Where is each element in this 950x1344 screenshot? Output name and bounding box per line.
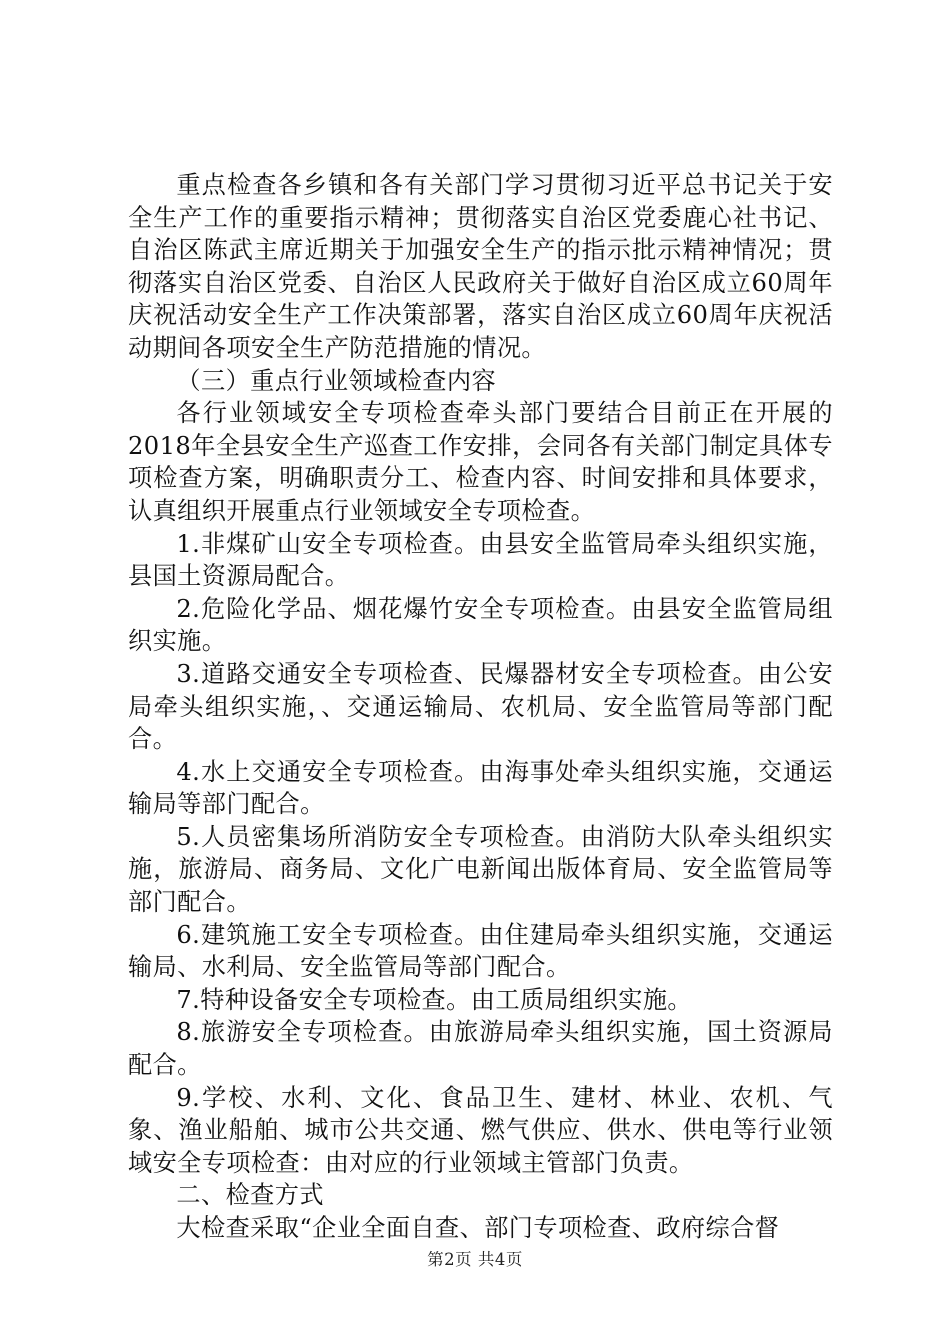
list-item-6: 6.建筑施工安全专项检查。由住建局牵头组织实施，交通运输局、水利局、安全监管局等部门配合。: [128, 920, 833, 982]
list-item-8: 8.旅游安全专项检查。由旅游局牵头组织实施，国土资源局配合。: [128, 1018, 833, 1080]
list-item-1: 1.非煤矿山安全专项检查。由县安全监管局牵头组织实施，县国土资源局配合。: [128, 529, 833, 591]
list-item-3: 3.道路交通安全专项检查、民爆器材安全专项检查。由公安局牵头组织实施，、交通运输局、农机局、安全监管局等部门配合。: [128, 659, 833, 754]
list-item-2: 2.危险化学品、烟花爆竹安全专项检查。由县安全监管局组织实施。: [128, 594, 833, 656]
document-body: [128, 169, 833, 1245]
page-number-footer: 第2页 共4页: [427, 1250, 523, 1269]
section-heading-industry-inspection: （三）重点行业领域检查内容: [176, 366, 497, 395]
section-heading-inspection-method: 二、检查方式: [176, 1181, 324, 1210]
paragraph-industry-intro: 各行业领域安全专项检查牵头部门要结合目前正在开展的2018年全县安全生产巡查工作安排，会同各有关部门制定具体专项检查方案，明确职责分工、检查内容、时间安排和具体要求，认真组织开展重点行业领域安全专项检查。: [128, 399, 833, 525]
paragraph-inspection-method: 大检查采取“企业全面自查、部门专项检查、政府综合督: [176, 1214, 780, 1242]
list-item-9: 9.学校、水利、文化、食品卫生、建材、林业、农机、气象、渔业船舶、城市公共交通、燃气供应、供水、供电等行业领域安全专项检查：由对应的行业领域主管部门负责。: [128, 1083, 833, 1177]
list-item-4: 4.水上交通安全专项检查。由海事处牵头组织实施，交通运输局等部门配合。: [128, 757, 833, 819]
list-item-5: 5.人员密集场所消防安全专项检查。由消防大队牵头组织实施，旅游局、商务局、文化广电新闻出版体育局、安全监管局等部门配合。: [128, 822, 833, 917]
list-item-7: 7.特种设备安全专项检查。由工质局组织实施。: [176, 985, 693, 1014]
paragraph-key-inspection: 重点检查各乡镇和各有关部门学习贯彻习近平总书记关于安全生产工作的重要指示精神；贯彻落实自治区党委鹿心社书记、自治区陈武主席近期关于加强安全生产的指示批示精神情况；贯彻落实自治区党委、自治区人民政府关于做好自治区成立60周年庆祝活动安全生产工作决策部署，落实自治区成立60周年庆祝活动期间各项安全生产防范措施的情况。: [128, 171, 833, 362]
